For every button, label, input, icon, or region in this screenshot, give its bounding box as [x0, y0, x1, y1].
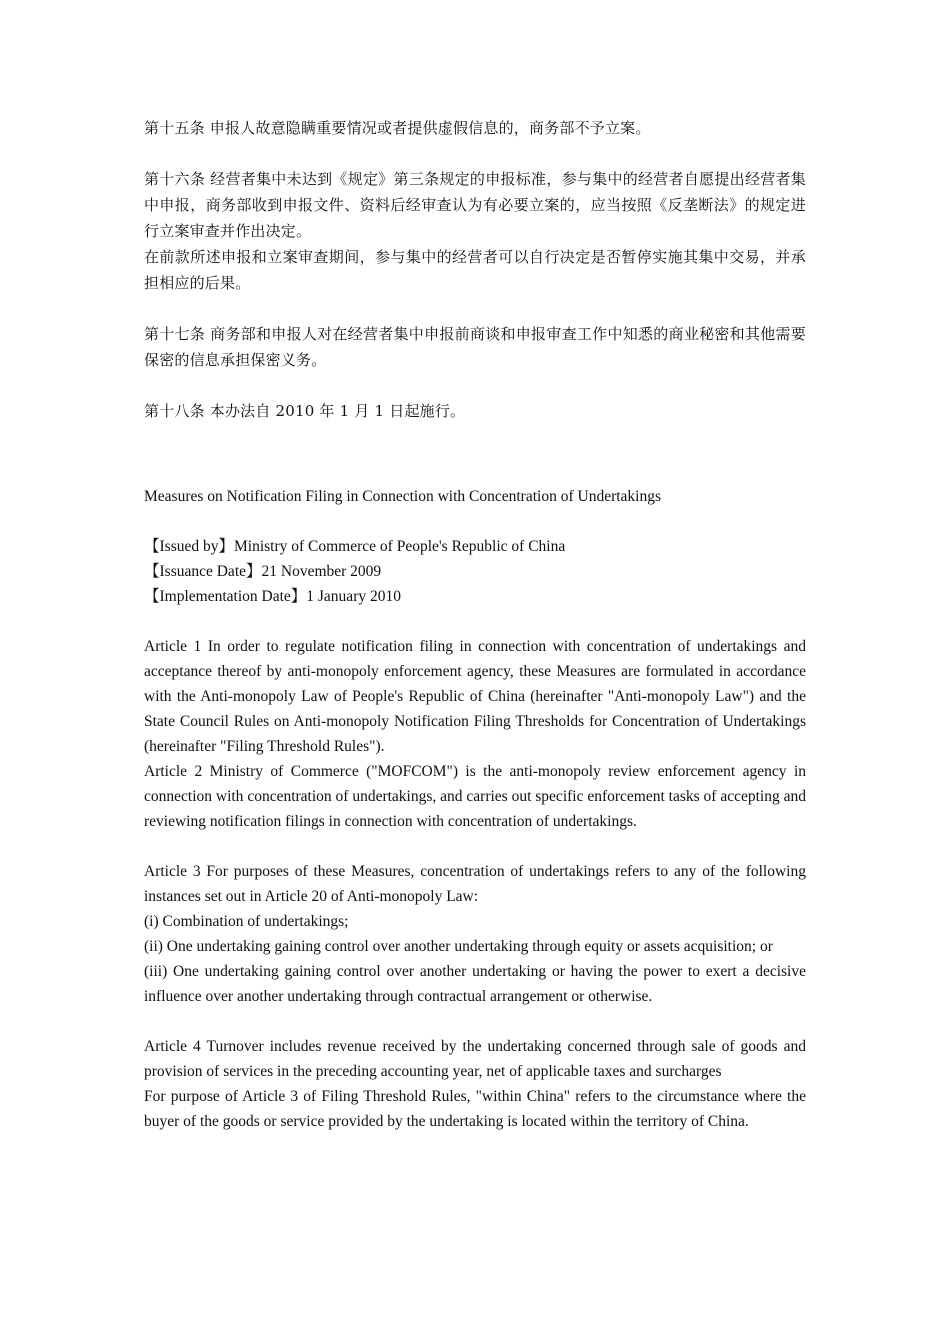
article-3-item-3: (iii) One undertaking gaining control over another undertaking or having the power to exert a decisive influence over another undertaking through contractual arrangement or otherwise.	[144, 963, 806, 1005]
article-4-en-para1: Article 4 Turnover includes revenue received by the undertaking concerned through sale of goods and provision of services in the preceding accounting year, net of applicable taxes and surcharges	[144, 1038, 806, 1080]
article-4-en-para2: For purpose of Article 3 of Filing Threshold Rules, "within China" refers to the circumstance where the buyer of the goods or service provided by the undertaking is located within the territory of China.	[144, 1088, 806, 1130]
implementation-date: 【Implementation Date】1 January 2010	[144, 588, 401, 605]
article-15-zh: 第十五条 申报人故意隐瞒重要情况或者提供虚假信息的，商务部不予立案。	[144, 119, 651, 137]
article-17-zh: 第十七条 商务部和申报人对在经营者集中申报前商谈和申报审查工作中知悉的商业秘密和其他需要保密的信息承担保密义务。	[144, 325, 806, 369]
article-3-item-2: (ii) One undertaking gaining control over another undertaking through equity or assets acquisition; or	[144, 938, 773, 955]
article-2-en: Article 2 Ministry of Commerce ("MOFCOM") is the anti-monopoly review enforcement agency in connection with concentration of undertakings, and carries out specific enforcement tasks of accepting and reviewing notification filings in connection with concentration of undertakings.	[144, 763, 806, 830]
article-16-zh-para2: 在前款所述申报和立案审查期间，参与集中的经营者可以自行决定是否暂停实施其集中交易，并承担相应的后果。	[144, 248, 806, 292]
article-18-zh: 第十八条 本办法自 2010 年 1 月 1 日起施行。	[144, 402, 466, 420]
article-1-en: Article 1 In order to regulate notification filing in connection with concentration of undertakings and acceptance thereof by anti-monopoly enforcement agency, these Measures are formulated in accordance with the Anti-monopoly Law of People's Republic of China (hereinafter "Anti-monopoly Law") and the State Council Rules on Anti-monopoly Notification Filing Thresholds for Concentration of Undertakings (hereinafter "Filing Threshold Rules").	[144, 638, 806, 755]
article-3-item-1: (i) Combination of undertakings;	[144, 913, 349, 930]
issued-by: 【Issued by】Ministry of Commerce of People's Republic of China	[144, 538, 566, 555]
document-title-en: Measures on Notification Filing in Connection with Concentration of Undertakings	[144, 488, 662, 505]
issuance-date: 【Issuance Date】21 November 2009	[144, 563, 382, 580]
article-3-en-intro: Article 3 For purposes of these Measures, concentration of undertakings refers to any of the following instances set out in Article 20 of Anti-monopoly Law:	[144, 863, 806, 905]
document-page	[144, 115, 806, 1134]
article-16-zh-para1: 第十六条 经营者集中未达到《规定》第三条规定的申报标准，参与集中的经营者自愿提出经营者集中申报，商务部收到申报文件、资料后经审查认为有必要立案的，应当按照《反垄断法》的规定进行立案审查并作出决定。	[144, 170, 806, 240]
